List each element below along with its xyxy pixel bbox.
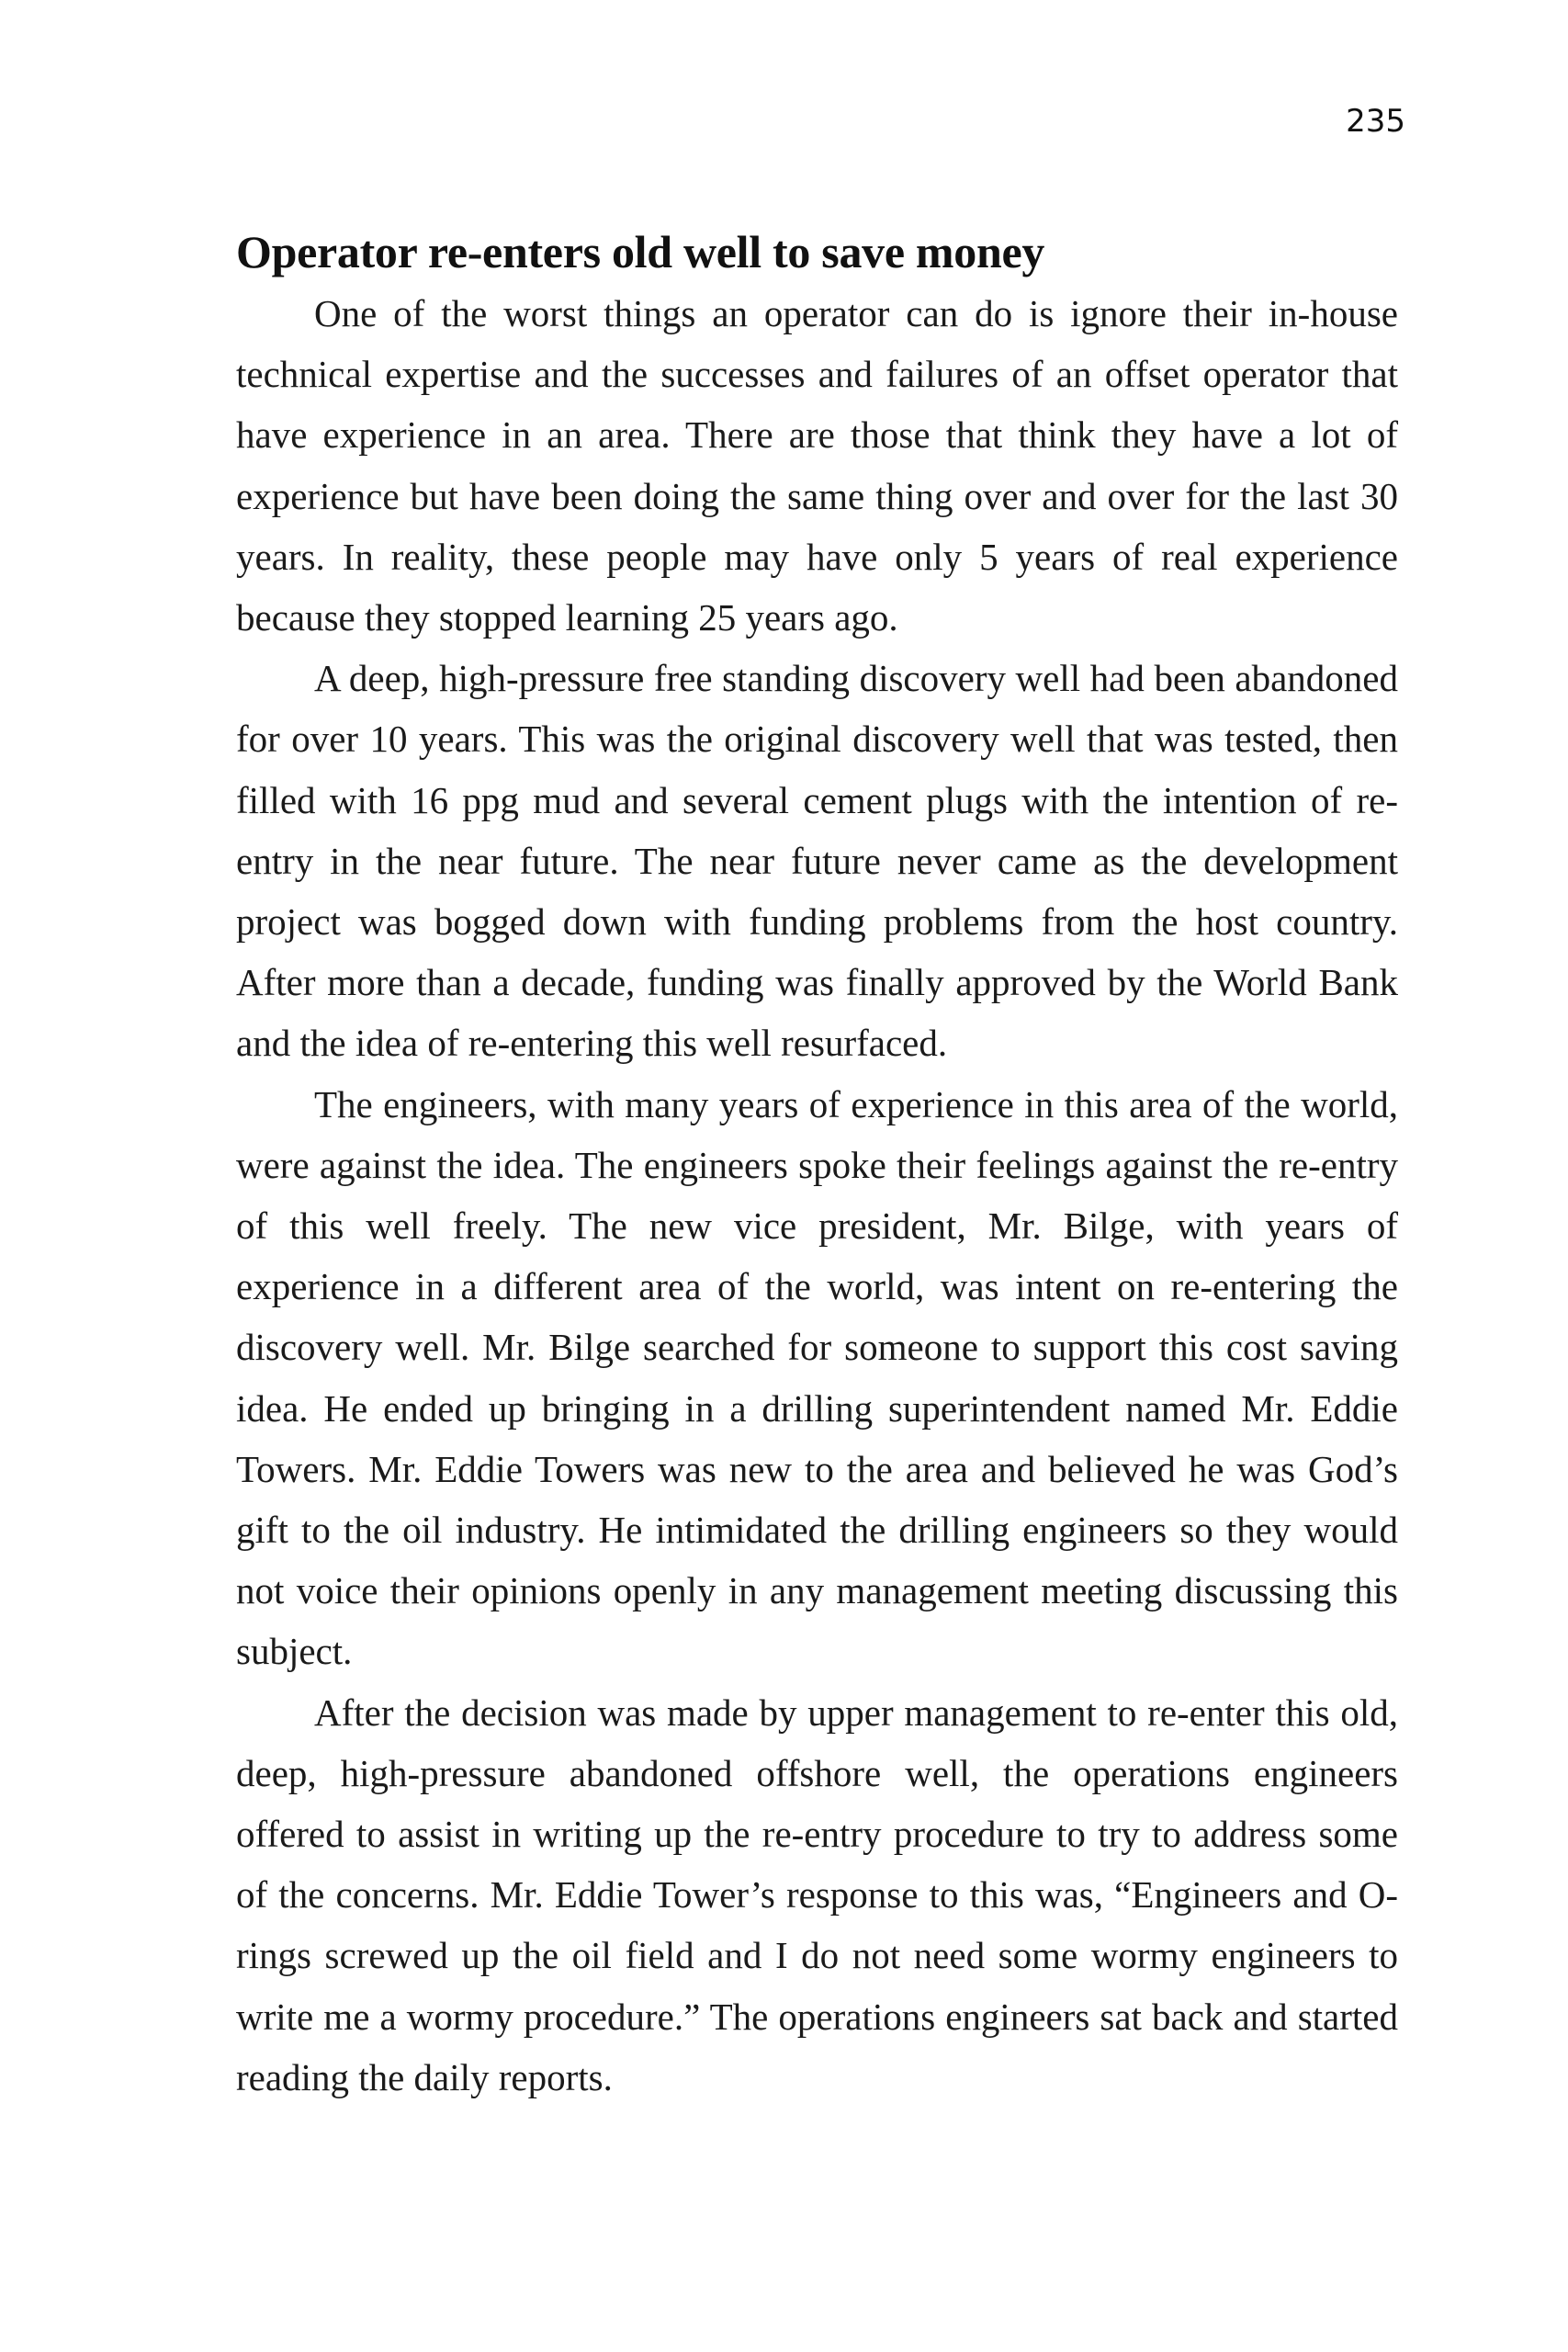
page-content (236, 219, 1398, 2108)
paragraph-4: After the decision was made by upper management to re-enter this old, deep, high-pressure abandoned offshore well, the operations engineers offered to assist in writing up the re-entry procedure to try to address some of the concerns. Mr. Eddie Tower’s response to this was, “Engineers and O-rings screwed up the oil field and I do not need some wormy engineers to write me a wormy procedure.” The operations engineers sat back and started reading the daily reports. (236, 1690, 1398, 2098)
section-heading: Operator re-enters old well to save money (236, 226, 1045, 277)
page-number: 235 (1346, 103, 1405, 140)
paragraph-3: The engineers, with many years of experience in this area of the world, were against the idea. The engineers spoke their feelings against the re-entry of this well freely. The new vice president, Mr. Bilge, with years of experience in a different area of the world, was intent on re-entering the discovery well. Mr. Bilge searched for someone to support this cost saving idea. He ended up bringing in a drilling superintendent named Mr. Eddie Towers. Mr. Eddie Towers was new to the area and believed he was God’s gift to the oil industry. He intimidated the drilling engineers so they would not voice their opinions openly in any management meeting discussing this subject. (236, 1082, 1398, 1673)
paragraph-2: A deep, high-pressure free standing discovery well had been abandoned for over 10 years. This was the original discovery well that was tested, then filled with 16 ppg mud and several cement plugs with the intention of re-entry in the near future. The near future never came as the development project was bogged down with funding problems from the host country. After more than a decade, funding was finally approved by the World Bank and the idea of re-entering this well resurfaced. (236, 657, 1398, 1065)
paragraph-1: One of the worst things an operator can do is ignore their in-house technical expertise and the successes and failures of an offset operator that have experience in an area. There are those that think they have a lot of experience but have been doing the same thing over and over for the last 30 years. In reality, these people may have only 5 years of real experience because they stopped learning 25 years ago. (236, 292, 1398, 639)
